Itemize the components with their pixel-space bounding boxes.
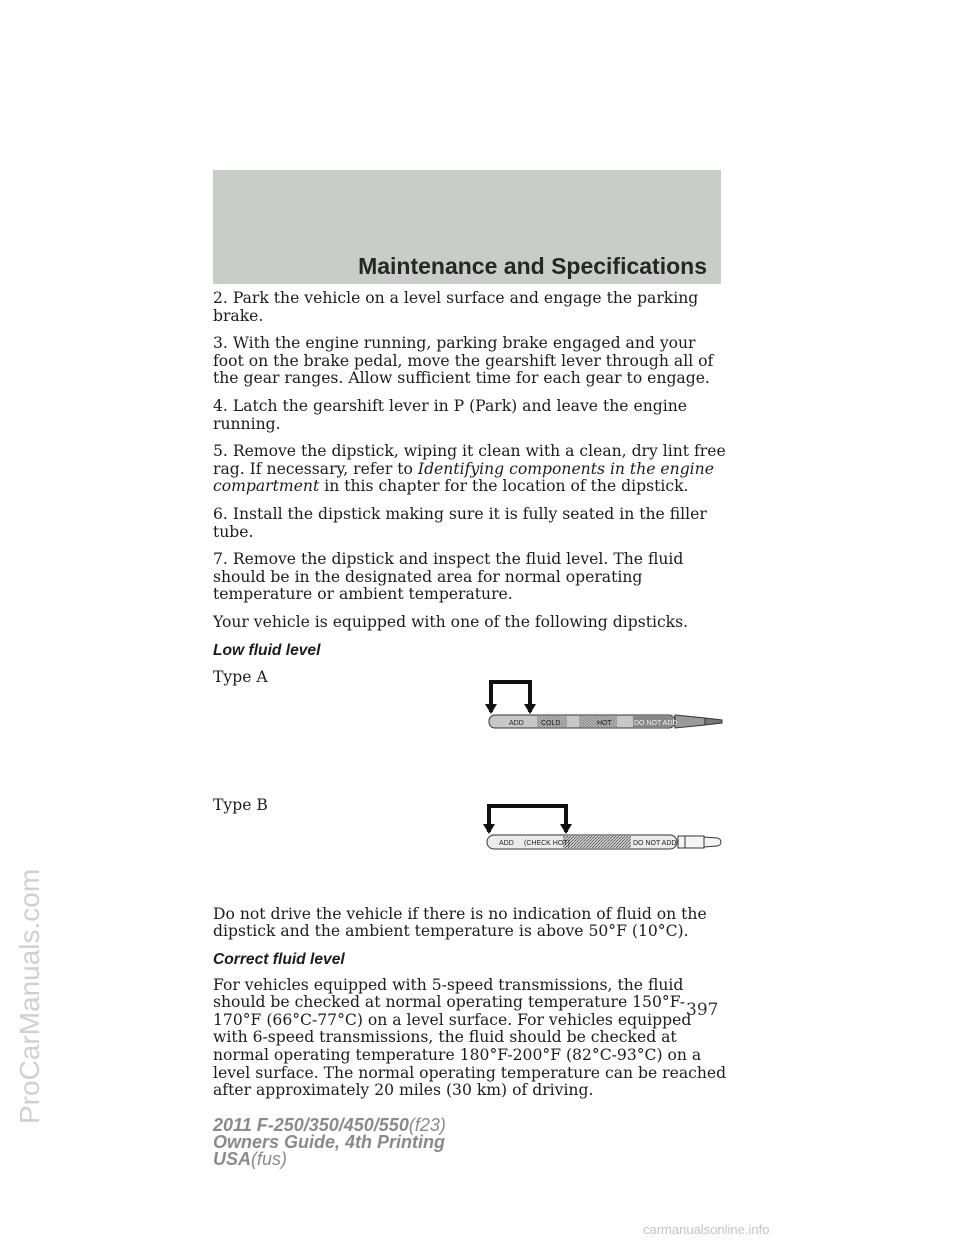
correct-fluid-body: For vehicles equipped with 5-speed transmissions, the fluid should be checked at normal operating temperature 150°F-170°F (66°C-77°C) on a level surface. For vehicles equipped with 6-speed transmissions, the fluid should be checked at normal operating temperature 180°F-200°F (82°C-93°C) on a level surface. The normal operating temperature can be reached after approximately 20 miles (30 km) of driving. [213,975,727,1100]
side-watermark: ProCarManuals.com [14,868,45,1124]
dipstick-a-do-not-add-label: DO NOT ADD [634,719,678,727]
step-5-text-end: in this chapter for the location of the dipstick. [324,477,689,496]
dipstick-intro: Your vehicle is equipped with one of the following dipsticks. [213,612,689,631]
step-6: 6. Install the dipstick making sure it is fully seated in the filler tube. [213,504,707,541]
dipstick-b-check-hot-label: (CHECK HOT) [524,839,570,847]
type-a-row [213,668,728,796]
step-5 [213,443,728,496]
footer-model: 2011 F-250/350/450/550 [213,1115,409,1135]
correct-fluid-heading: Correct fluid level [213,950,345,968]
page-number: 397 [686,1000,719,1020]
step-3: 3. With the engine running, parking brake engaged and your foot on the brake pedal, move the gearshift lever through all of the gear ranges. Allow sufficient time for each gear to engage. [213,334,714,388]
low-fluid-warning: Do not drive the vehicle if there is no indication of fluid on the dipstick and the ambient temperature is above 50°F (10°C). [213,904,707,941]
dipstick-type-a-illustration [483,674,728,738]
footer-model-code: (f23) [408,1115,446,1135]
step-5-text: 5. Remove the dipstick, wiping it clean with a clean, dry lint free rag. If necessary, refer to [213,442,726,478]
step-2: 2. Park the vehicle on a level surface and engage the parking brake. [213,289,699,325]
dipstick-type-b-illustration [481,800,728,864]
dipstick-a-cold-label: COLD [541,719,561,727]
dipstick-a-add-label: ADD [509,719,524,727]
dipstick-b-do-not-add-label: DO NOT ADD [633,839,677,847]
type-b-row [213,796,728,906]
step-7: 7. Remove the dipstick and inspect the fluid level. The fluid should be in the designated area for normal operating temperature or ambient temperature. [213,550,684,604]
type-b-label: Type B [213,795,268,814]
footer-guide: Owners Guide, 4th Printing [213,1132,446,1152]
step-4: 4. Latch the gearshift lever in P (Park) and leave the engine running. [213,396,687,433]
low-fluid-heading: Low fluid level [213,641,321,659]
dipstick-b-add-label: ADD [499,839,514,847]
step-5-reference: Identifying components in the engine compartment [213,459,714,496]
dipstick-a-hot-label: HOT [597,719,612,727]
footer-region-line [213,1151,446,1168]
section-header-band [213,170,721,284]
footer-region: USA [213,1149,252,1169]
section-title: Maintenance and Specifications [358,253,707,279]
site-watermark: carmanualsonline.info [643,1222,770,1237]
footer-info [213,1117,446,1168]
footer-region-code: (fus) [251,1149,288,1169]
page-content [213,290,728,1110]
type-a-label: Type A [213,667,268,686]
